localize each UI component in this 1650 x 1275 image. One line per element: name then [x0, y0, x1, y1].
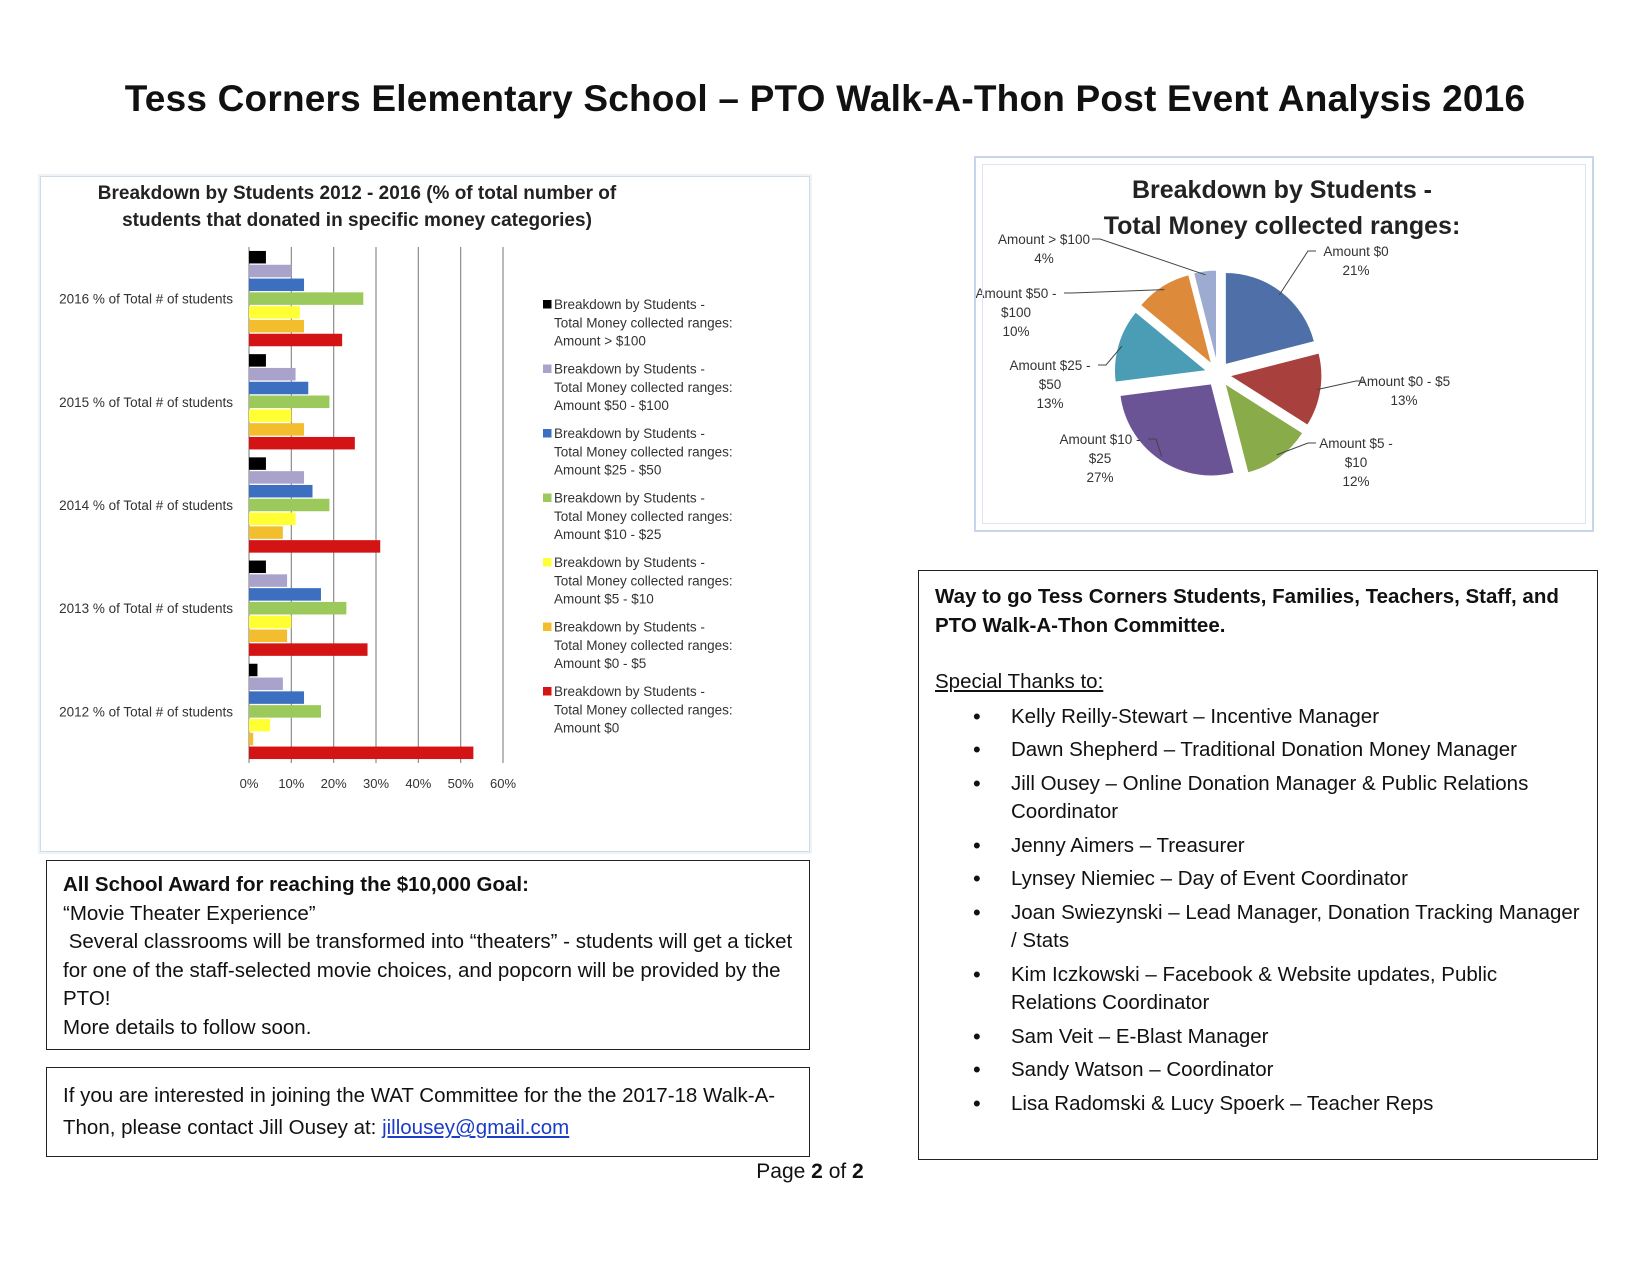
legend-label: Total Money collected ranges:: [554, 573, 733, 589]
bar: [249, 719, 270, 732]
x-tick-label: 20%: [320, 776, 347, 791]
award-description: Several classrooms will be transformed into “theaters” - students will get a ticket for one of the staff-selected movie choices, and popcorn will be provided by the PTO!: [63, 930, 798, 1010]
legend-swatch: [543, 687, 552, 696]
slice-label: Amount $0 - $5: [1357, 374, 1451, 389]
chart-title: Breakdown by Students -: [1131, 176, 1433, 204]
page-number: [700, 1160, 920, 1184]
bar: [249, 540, 380, 553]
slice-label: $100: [1000, 305, 1032, 320]
award-heading: All School Award for reaching the $10,000 Goal:: [63, 873, 529, 896]
legend-label: Total Money collected ranges:: [554, 508, 733, 524]
bar: [249, 423, 304, 436]
page-label: Page: [756, 1160, 806, 1183]
bar: [249, 733, 253, 746]
bar: [249, 485, 313, 498]
slice-label: 10%: [1002, 324, 1030, 339]
bar: [249, 588, 321, 601]
bar: [249, 664, 257, 677]
category-label: 2012 % of Total # of students: [59, 704, 233, 720]
bar: [249, 292, 363, 305]
page-total: 2: [852, 1160, 864, 1183]
bar: [249, 747, 473, 760]
legend-label: Breakdown by Students -: [554, 619, 705, 635]
bar: [249, 526, 283, 539]
legend-label: Amount $25 - $50: [554, 462, 662, 478]
slice-label: Amount $5 -: [1319, 436, 1393, 451]
x-tick-label: 10%: [278, 776, 305, 791]
bar: [249, 265, 291, 278]
list-item: • Lynsey Niemiec – Day of Event Coordinator: [935, 865, 1581, 894]
x-tick-label: 0%: [239, 776, 259, 791]
legend-label: Amount $5 - $10: [554, 591, 654, 607]
page-of: of: [828, 1160, 847, 1183]
legend-label: Breakdown by Students -: [554, 297, 705, 312]
slice-label: 21%: [1342, 263, 1370, 278]
pie-slice: [1225, 273, 1314, 365]
bar: [249, 409, 291, 422]
legend-swatch: [543, 300, 552, 309]
join-committee-box: [46, 1067, 810, 1157]
legend-label: Amount $10 - $25: [554, 527, 662, 543]
pie-slice: [1120, 384, 1234, 476]
category-label: 2014 % of Total # of students: [59, 498, 233, 513]
legend-label: Amount $0: [554, 720, 620, 736]
bar: [249, 574, 287, 587]
thanks-box: [918, 570, 1598, 1160]
email-link[interactable]: jillousey@gmail.com: [382, 1116, 570, 1139]
list-item: • Dawn Shepherd – Traditional Donation Money Manager: [935, 736, 1581, 765]
bar: [249, 251, 266, 264]
legend-label: Total Money collected ranges:: [554, 702, 733, 718]
list-item: • Sandy Watson – Coordinator: [935, 1056, 1581, 1085]
category-label: 2015 % of Total # of students: [59, 394, 233, 410]
bar: [249, 705, 321, 718]
chart-title: students that donated in specific money categories): [122, 210, 592, 231]
list-item: • Joan Swiezynski – Lead Manager, Donation Tracking Manager / Stats: [935, 899, 1581, 956]
pie-chart-panel: [974, 156, 1594, 532]
chart-title: Breakdown by Students 2012 - 2016 (% of total number of: [97, 183, 617, 204]
legend-label: Total Money collected ranges:: [554, 379, 733, 395]
legend-swatch: [543, 494, 552, 503]
slice-label: 12%: [1342, 474, 1370, 489]
legend-label: Breakdown by Students -: [554, 684, 705, 699]
category-label: 2013 % of Total # of students: [59, 601, 233, 617]
slice-label: 13%: [1036, 396, 1064, 411]
slice-label: 27%: [1086, 470, 1114, 485]
bar: [249, 602, 346, 615]
thanks-subheading: Special Thanks to:: [935, 670, 1104, 693]
bar: [249, 630, 287, 643]
bar: [249, 643, 368, 656]
bar: [249, 471, 304, 484]
slice-label: Amount > $100: [998, 232, 1090, 247]
award-note: More details to follow soon.: [63, 1015, 312, 1039]
page-current: 2: [811, 1160, 823, 1183]
legend-swatch: [543, 623, 552, 632]
legend-label: Breakdown by Students -: [554, 490, 705, 506]
slice-label: Amount $50 -: [976, 286, 1057, 301]
bar-chart-panel: [40, 176, 810, 852]
bar: [249, 279, 304, 292]
slice-label: Amount $25 -: [1009, 358, 1091, 373]
slice-label: $25: [1088, 451, 1112, 466]
slice-label: Amount $10 -: [1059, 432, 1141, 447]
legend-label: Total Money collected ranges:: [554, 637, 733, 653]
x-tick-label: 50%: [447, 776, 474, 791]
bar: [249, 396, 329, 409]
legend-label: Breakdown by Students -: [554, 555, 705, 570]
join-text: If you are interested in joining the WAT Committee for the the 2017-18 Walk-A-Thon, please contact Jill Ousey at:: [63, 1084, 776, 1139]
page-title: Tess Corners Elementary School – PTO Walk-A-Thon Post Event Analysis 2016: [124, 78, 1526, 119]
legend-label: Breakdown by Students -: [554, 426, 705, 441]
leader-line: [1092, 239, 1205, 275]
x-tick-label: 60%: [489, 776, 517, 791]
legend-label: Total Money collected ranges:: [554, 315, 733, 331]
bar: [249, 616, 291, 629]
chart-title: Total Money collected ranges:: [1103, 212, 1461, 240]
list-item: • Kim Iczkowski – Facebook & Website updates, Public Relations Coordinator: [935, 961, 1581, 1018]
legend-swatch: [543, 429, 552, 438]
bar: [249, 513, 296, 526]
legend-label: Amount $50 - $100: [554, 398, 669, 414]
slice-label: Amount $0: [1323, 244, 1389, 259]
slice-label: 4%: [1034, 251, 1054, 266]
slice-label: 13%: [1390, 393, 1418, 408]
bar: [249, 678, 283, 691]
bar: [249, 561, 266, 574]
x-tick-label: 30%: [362, 776, 390, 791]
bar: [249, 382, 308, 395]
list-item: • Lisa Radomski & Lucy Spoerk – Teacher Reps: [935, 1090, 1581, 1119]
leader-line: [1279, 251, 1316, 295]
bar: [249, 354, 266, 367]
legend-label: Amount > $100: [554, 333, 646, 349]
leader-line: [1064, 290, 1164, 293]
bar: [249, 499, 329, 512]
list-item: • Jill Ousey – Online Donation Manager & Public Relations Coordinator: [935, 770, 1581, 827]
bar: [249, 306, 300, 319]
award-box: [46, 860, 810, 1050]
x-tick-label: 40%: [405, 776, 432, 791]
legend-label: Amount $0 - $5: [554, 656, 647, 672]
bar-chart: [41, 177, 809, 851]
bar: [249, 320, 304, 333]
category-label: 2016 % of Total # of students: [59, 291, 233, 307]
list-item: • Jenny Aimers – Treasurer: [935, 832, 1581, 861]
list-item: • Kelly Reilly-Stewart – Incentive Manager: [935, 703, 1581, 732]
thanks-list: [935, 703, 1581, 1119]
pie-chart: [976, 158, 1592, 530]
thanks-heading: Way to go Tess Corners Students, Families, Teachers, Staff, and PTO Walk-A-Thon Committee.: [935, 585, 1559, 637]
legend-swatch: [543, 558, 552, 567]
slice-label: $50: [1038, 377, 1062, 392]
bar: [249, 368, 296, 381]
legend-label: Breakdown by Students -: [554, 361, 705, 377]
slice-label: $10: [1344, 455, 1368, 470]
bar: [249, 691, 304, 704]
list-item: • Sam Veit – E-Blast Manager: [935, 1023, 1581, 1052]
award-name: “Movie Theater Experience”: [63, 901, 316, 925]
bar: [249, 334, 342, 347]
legend-label: Total Money collected ranges:: [554, 444, 733, 460]
legend-swatch: [543, 365, 552, 374]
bar: [249, 437, 355, 450]
bar: [249, 457, 266, 470]
